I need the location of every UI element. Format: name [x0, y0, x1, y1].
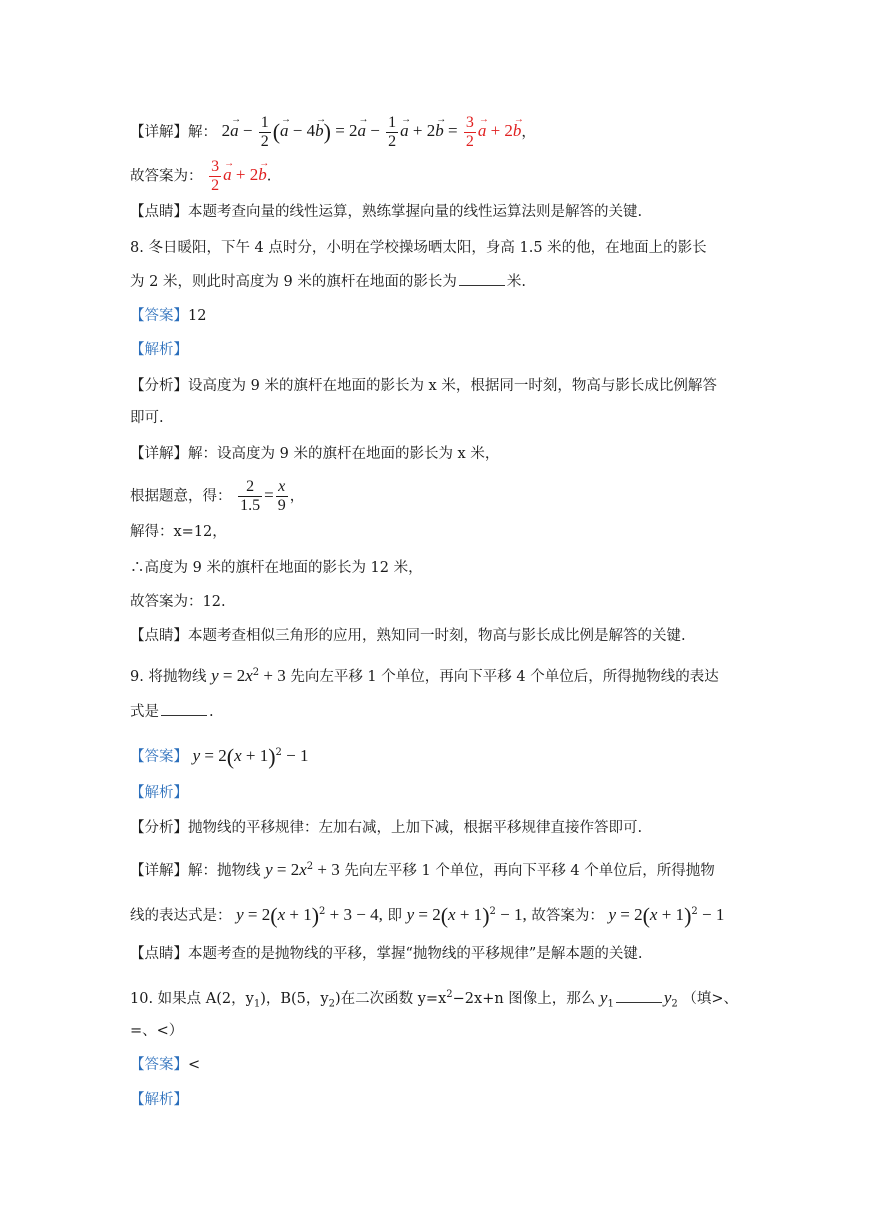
q10-stem-1a: 10. 如果点 A(2，y [130, 990, 254, 1007]
q8-detail-line-2: 根据题意，得： $\frac{2}{1.5}$ = $\frac{x}{9}$ ， [130, 478, 305, 514]
detail-tag: 【详解】 [130, 124, 188, 141]
q8-answer: 12 [188, 308, 207, 324]
q9-parabola-formula: y [211, 665, 219, 685]
q7-comment: 本题考查向量的线性运算，熟练掌握向量的线性运算法则是解答的关键. [188, 204, 643, 220]
analysis-tag: 【解析】 [130, 785, 188, 801]
q8-detail-2: 根据题意，得： [130, 488, 232, 505]
q8-detail-line-3 [130, 522, 227, 542]
q8-stem-line-2 [130, 272, 526, 292]
q9-stem-1a: 9. 将抛物线 [130, 668, 207, 685]
q8-stem-line-1 [130, 238, 707, 258]
q9-answer-line [130, 743, 309, 767]
q9-comment-line [130, 944, 642, 964]
q8-stem-2b: 米. [506, 274, 526, 290]
q9-detail-2b: 即 [387, 907, 402, 924]
q9-stem-2b: . [209, 704, 214, 720]
detail-tag: 【详解】 [130, 446, 188, 462]
q10-stem-1d: −2x+n 图像上，那么 [452, 990, 596, 1007]
q9-answer-formula: $y = 2(x + 1)^2 - 1$ [192, 743, 309, 769]
q8-analysis-line [130, 340, 188, 360]
q10-answer: < [188, 1057, 201, 1073]
q8-analyze-1: 设高度为 9 米的旗杆在地面的影长为 x 米，根据同一时刻，物高与影长成比例解答 [188, 378, 717, 394]
q9-stem-line-1: 9. 将抛物线 $y = 2x^2 + 3$ 先向左平移 1 个单位，再向下平移 4 个单位后，所得抛物线的表达 [130, 665, 719, 685]
q7-comment-line [130, 202, 642, 222]
answer-tag: 【答案】 [130, 748, 188, 765]
q8-answer-line [130, 306, 206, 326]
q8-detail-line-4 [130, 558, 423, 578]
q9-detail-1b: 先向左平移 1 个单位，再向下平移 4 个单位后，所得抛物 [344, 862, 715, 879]
q10-analysis-line [130, 1090, 188, 1110]
q7-answer-formula: $\frac{3}{2}$ → a + 2→ b [207, 165, 267, 184]
q7-detail-prefix: 解： [188, 124, 217, 141]
q9-stem-1b: 先向左平移 1 个单位，再向下平移 4 个单位后，所得抛物线的表达 [290, 668, 719, 685]
q9-detail-2a: 线的表达式是： [130, 907, 232, 924]
q8-comment-line [130, 626, 686, 646]
q9-analyze: 抛物线的平移规律：左加右减，上加下减，根据平移规律直接作答即可. [188, 820, 643, 836]
q7-formula: 2→ a − $\frac{1}{2}$ (→ a − 4→ b) = 2→ a − $\frac{1}{2}$ → a + 2→ b = $\frac{3}{2}$ → a + 2→ b [222, 121, 522, 140]
answer-tag: 【答案】 [130, 308, 188, 324]
q9-analyze-line [130, 818, 642, 838]
q8-stem-2a: 为 2 米，则此时高度为 9 米的旗杆在地面的影长为 [130, 274, 457, 290]
comment-tag: 【点睛】 [130, 204, 188, 220]
q9-detail-line-1: 【详解】解：抛物线 $y = 2x^2 + 3$ 先向左平移 1 个单位，再向下平移 4 个单位后，所得抛物 [130, 859, 715, 879]
q10-stem-1e: （填>、 [682, 990, 739, 1007]
q10-answer-blank [616, 990, 662, 1003]
q10-answer-line [130, 1055, 200, 1075]
q7-answer-line: 故答案为： $\frac{3}{2}$ → a + 2→ b. [130, 158, 271, 195]
q10-stem-1b: )，B(5，y [260, 990, 329, 1007]
q8-detail-5: 故答案为：12. [130, 594, 226, 610]
comment-tag: 【点睛】 [130, 946, 188, 962]
q8-analyze-line-1 [130, 376, 717, 396]
q9-answer-blank [161, 703, 207, 716]
q10-stem-line-2 [130, 1021, 183, 1041]
q7-detail-line: 【详解】解： 2→ a − $\frac{1}{2}$ (→ a − 4→ b) = 2→ a − $\frac{1}{2}$ → a + 2→ b = $\frac{3}{2}$ → a + 2→ b， [130, 114, 536, 151]
analyze-tag: 【分析】 [130, 820, 188, 836]
analysis-tag: 【解析】 [130, 1092, 188, 1108]
comment-tag: 【点睛】 [130, 628, 188, 644]
q10-stem-line-1: 10. 如果点 A(2，$y_1$)，B(5，$y_2$)在二次函数 $y=x^2-2x+n$ 图像上，那么 $y_1$ $y_2$ （填>、 [130, 987, 739, 1010]
q9-detail-line-2: 线的表达式是： $y = 2(x + 1)^2 + 3 - 4$, 即 $y = 2(x + 1)^2 - 1$, 故答案为： $y = 2(x + 1)^2 - 1$ [130, 902, 725, 928]
q8-detail-line-5 [130, 592, 226, 612]
q8-analyze-line-2 [130, 408, 164, 428]
q8-analyze-2: 即可. [130, 410, 164, 426]
q9-stem-line-2 [130, 702, 214, 722]
q9-detail-1a: 解：抛物线 [188, 862, 261, 879]
q9-comment: 本题考查的是抛物线的平移，掌握“抛物线的平移规律”是解本题的关键. [188, 946, 643, 962]
q9-detail-2c: 故答案为： [531, 907, 604, 924]
q8-answer-blank [459, 273, 505, 286]
q8-detail-3: 解得：x=12， [130, 524, 227, 540]
q7-answer-prefix: 故答案为： [130, 168, 203, 185]
q8-detail-line-1 [130, 444, 499, 464]
q8-stem-1: 8. 冬日暖阳，下午 4 点时分，小明在学校操场晒太阳，身高 1.5 米的他，在地面上的影长 [130, 240, 707, 256]
answer-tag: 【答案】 [130, 1057, 188, 1073]
analyze-tag: 【分析】 [130, 378, 188, 394]
q10-stem-2: =、<） [130, 1023, 184, 1039]
detail-tag: 【详解】 [130, 862, 188, 879]
q8-equation: $\frac{2}{1.5}$ [240, 478, 261, 514]
analysis-tag: 【解析】 [130, 342, 188, 358]
q9-analysis-line [130, 783, 188, 803]
q8-comment: 本题考查相似三角形的应用，熟知同一时刻，物高与影长成比例是解答的关键. [188, 628, 686, 644]
q8-detail-1: 解：设高度为 9 米的旗杆在地面的影长为 x 米， [188, 446, 500, 462]
q9-stem-2a: 式是 [130, 704, 159, 720]
q10-stem-1c: )在二次函数 y=x [334, 990, 447, 1007]
q8-detail-4: ∴高度为 9 米的旗杆在地面的影长为 12 米， [130, 560, 423, 576]
